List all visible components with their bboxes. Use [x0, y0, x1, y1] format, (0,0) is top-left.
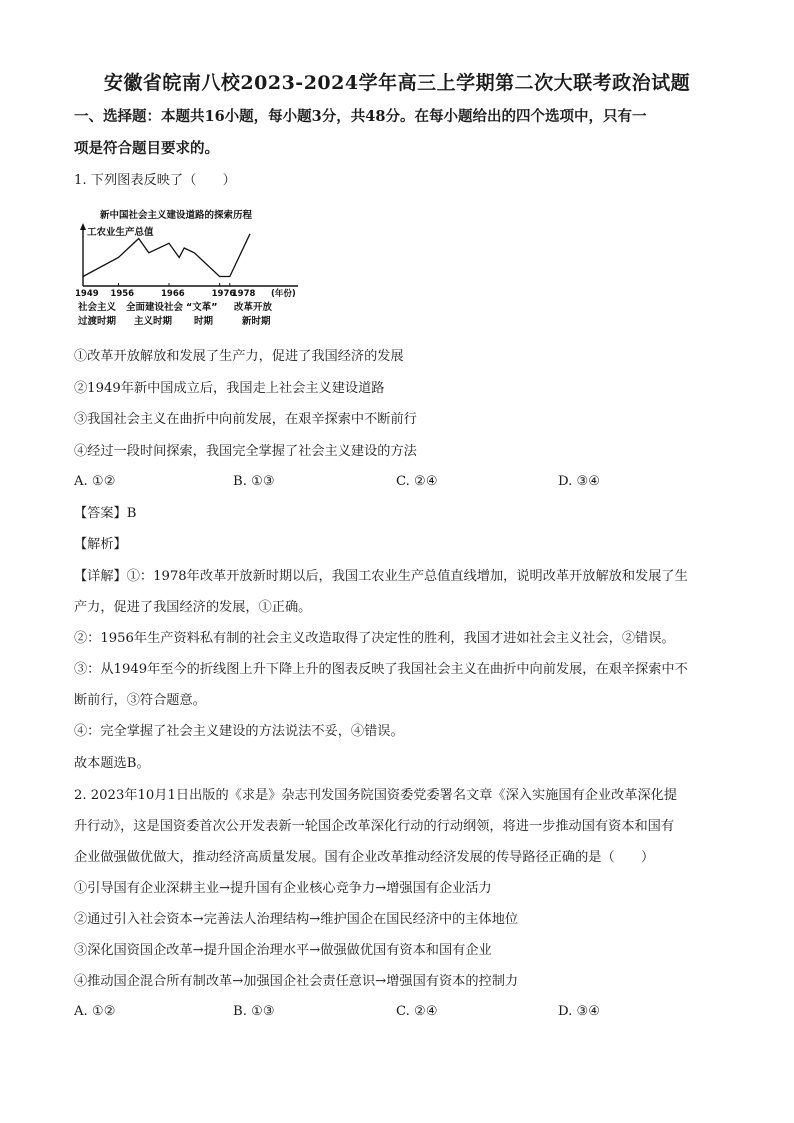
period-label: 社会主义: [78, 302, 117, 313]
x-tick-label: 1978: [231, 289, 256, 299]
q2-option-d: D. ③④: [558, 1004, 601, 1019]
q2-item-1: ①引导国有企业深耕主业→提升国有企业核心竞争力→增强国有企业活力: [74, 881, 492, 896]
period-label: 时期: [194, 316, 214, 327]
q2-stem-1: 2. 2023年10月1日出版的《求是》杂志刊发国务院国资委党委署名文章《深入实施国有企业改革深化提: [74, 788, 678, 803]
q1-option-b: B. ①③: [233, 474, 275, 489]
period-label: 主义时期: [134, 316, 173, 327]
exploration-history-chart: [74, 204, 314, 334]
q1-analysis-label: 【解析】: [74, 537, 127, 552]
period-label: 新时期: [242, 316, 271, 327]
q1-detail-1: 【详解】①：1978年改革开放新时期以后，我国工农业生产总值直线增加，说明改革开放解放和发展了生: [74, 569, 688, 584]
x-axis-label: (年份): [271, 289, 296, 299]
q2-stem-2: 升行动》，这是国资委首次公开发表新一轮国企改革深化行动的行动纲领，将进一步推动国有资本和国有: [74, 819, 675, 834]
q2-item-3: ③深化国资国企改革→提升国企治理水平→做强做优国有资本和国有企业: [74, 943, 492, 958]
page-title: 安徽省皖南八校2023-2024学年高三上学期第二次大联考政治试题: [103, 72, 691, 94]
q1-detail-5: 断前行，③符合题意。: [74, 693, 206, 708]
q1-option-a: A. ①②: [74, 474, 116, 489]
q2-stem-3: 企业做强做优做大，推动经济高质量发展。国有企业改革推动经济发展的传导路径正确的是（ ）: [74, 850, 655, 865]
q1-detail-7: 故本题选B。: [74, 756, 150, 771]
y-axis-arrow: [80, 223, 86, 230]
q1-answer: 【答案】B: [74, 506, 137, 521]
q1-detail-3: ②：1956年生产资料私有制的社会主义改造取得了决定性的胜利，我国才进如社会主义社会，②错误。: [74, 631, 675, 646]
x-tick-label: 1976: [211, 289, 236, 299]
q1-item-4: ④经过一段时间探索，我国完全掌握了社会主义建设的方法: [74, 444, 417, 459]
q1-detail-2: 产力，促进了我国经济的发展，①正确。: [74, 600, 312, 615]
section-heading-line-2: 项是符合题目要求的。: [74, 140, 219, 157]
period-label: “文革”: [186, 302, 218, 313]
q1-option-c: C. ②④: [396, 474, 438, 489]
q1-detail-4: ③：从1949年至今的折线图上升下降上升的图表反映了我国社会主义在曲折中向前发展，在艰辛探索中不: [74, 662, 688, 677]
q2-item-4: ④推动国企混合所有制改革→加强国企社会责任意识→增强国有资本的控制力: [74, 974, 519, 989]
q1-item-2: ②1949年新中国成立后，我国走上社会主义建设道路: [74, 381, 385, 396]
y-axis-label: 工农业生产总值: [87, 227, 154, 238]
q2-option-b: B. ①③: [233, 1004, 275, 1019]
section-heading-line-1: 一、选择题：本题共16小题，每小题3分，共48分。在每小题给出的四个选项中，只有一: [74, 108, 647, 125]
q1-stem: 1. 下列图表反映了（ ）: [74, 173, 236, 188]
q1-item-1: ①改革开放解放和发展了生产力，促进了我国经济的发展: [74, 349, 404, 364]
q1-detail-6: ④：完全掌握了社会主义建设的方法说法不妥，④错误。: [74, 724, 404, 739]
series-line: [83, 234, 250, 277]
q2-option-c: C. ②④: [396, 1004, 438, 1019]
period-label: 改革开放: [234, 302, 273, 313]
q2-item-2: ②通过引入社会资本→完善法人治理结构→维护国企在国民经济中的主体地位: [74, 912, 519, 927]
q1-item-3: ③我国社会主义在曲折中向前发展，在艰辛探索中不断前行: [74, 412, 417, 427]
x-tick-label: 1949: [75, 289, 99, 299]
q1-option-d: D. ③④: [558, 474, 601, 489]
x-tick-label: 1956: [110, 289, 135, 299]
x-tick-label: 1966: [161, 289, 185, 299]
chart-title: 新中国社会主义建设道路的探索历程: [100, 210, 253, 221]
period-label: 全面建设社会: [126, 302, 184, 313]
period-label: 过渡时期: [78, 316, 117, 327]
q2-option-a: A. ①②: [74, 1004, 116, 1019]
